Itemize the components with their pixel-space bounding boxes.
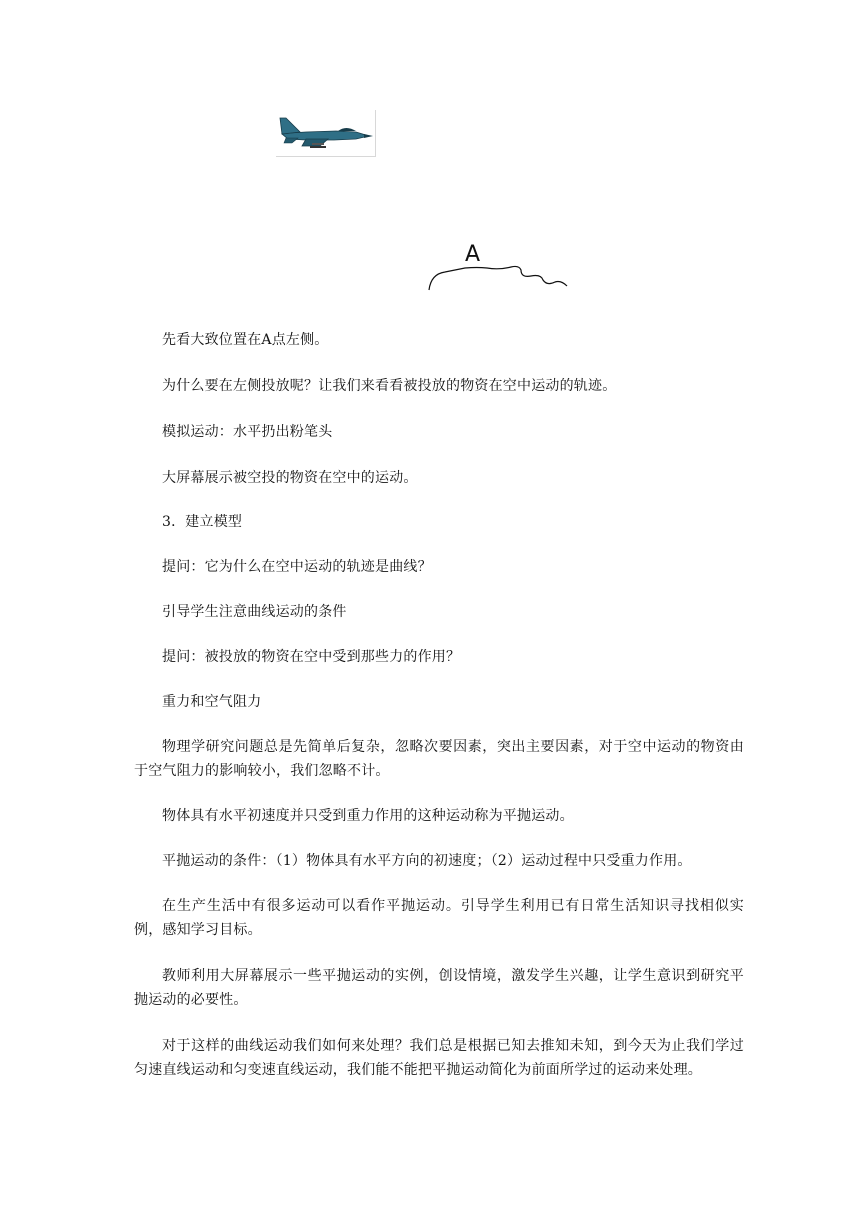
paragraph-2: 为什么要在左侧投放呢？让我们来看看被投放的物资在空中运动的轨迹。 <box>162 378 617 394</box>
paragraph-3: 模拟运动：水平扔出粉笔头 <box>162 424 333 440</box>
paragraph-10: 物体具有水平初速度并只受到重力作用的这种运动称为平抛运动。 <box>162 808 574 824</box>
fighter-jet-icon <box>276 110 376 157</box>
paragraph-12: 在生产生活中有很多运动可以看作平抛运动。引导学生利用已有日常生活知识寻找相似实例，感知学习目标。 <box>134 898 744 938</box>
paragraph-4: 大屏幕展示被空投的物资在空中的运动。 <box>162 470 418 486</box>
paragraph-5: 提问：它为什么在空中运动的轨迹是曲线？ <box>162 559 432 575</box>
paragraph-1: 先看大致位置在A点左侧。 <box>162 332 329 348</box>
paragraph-7: 提问：被投放的物资在空中受到那些力的作用？ <box>162 649 461 665</box>
paragraph-14: 对于这样的曲线运动我们如何来处理？我们总是根据已知去推知未知，到今天为止我们学过匀速直线运动和匀变速直线运动，我们能不能把平抛运动简化为前面所学过的运动来处理。 <box>134 1038 744 1078</box>
terrain-line <box>425 240 575 294</box>
paragraph-13: 教师利用大屏幕展示一些平抛运动的实例，创设情境，激发学生兴趣，让学生意识到研究平抛运动的必要性。 <box>134 968 744 1008</box>
paragraph-8: 重力和空气阻力 <box>162 694 262 710</box>
fighter-jet-image <box>276 110 376 157</box>
paragraph-11: 平抛运动的条件：（1）物体具有水平方向的初速度；（2）运动过程中只受重力作用。 <box>162 853 692 869</box>
section-heading: 3．建立模型 <box>162 514 243 530</box>
paragraph-6: 引导学生注意曲线运动的条件 <box>162 604 347 620</box>
point-a-label: A <box>465 242 481 267</box>
paragraph-9: 物理学研究问题总是先简单后复杂，忽略次要因素，突出主要因素，对于空中运动的物资由于空气阻力的影响较小，我们忽略不计。 <box>134 739 744 779</box>
